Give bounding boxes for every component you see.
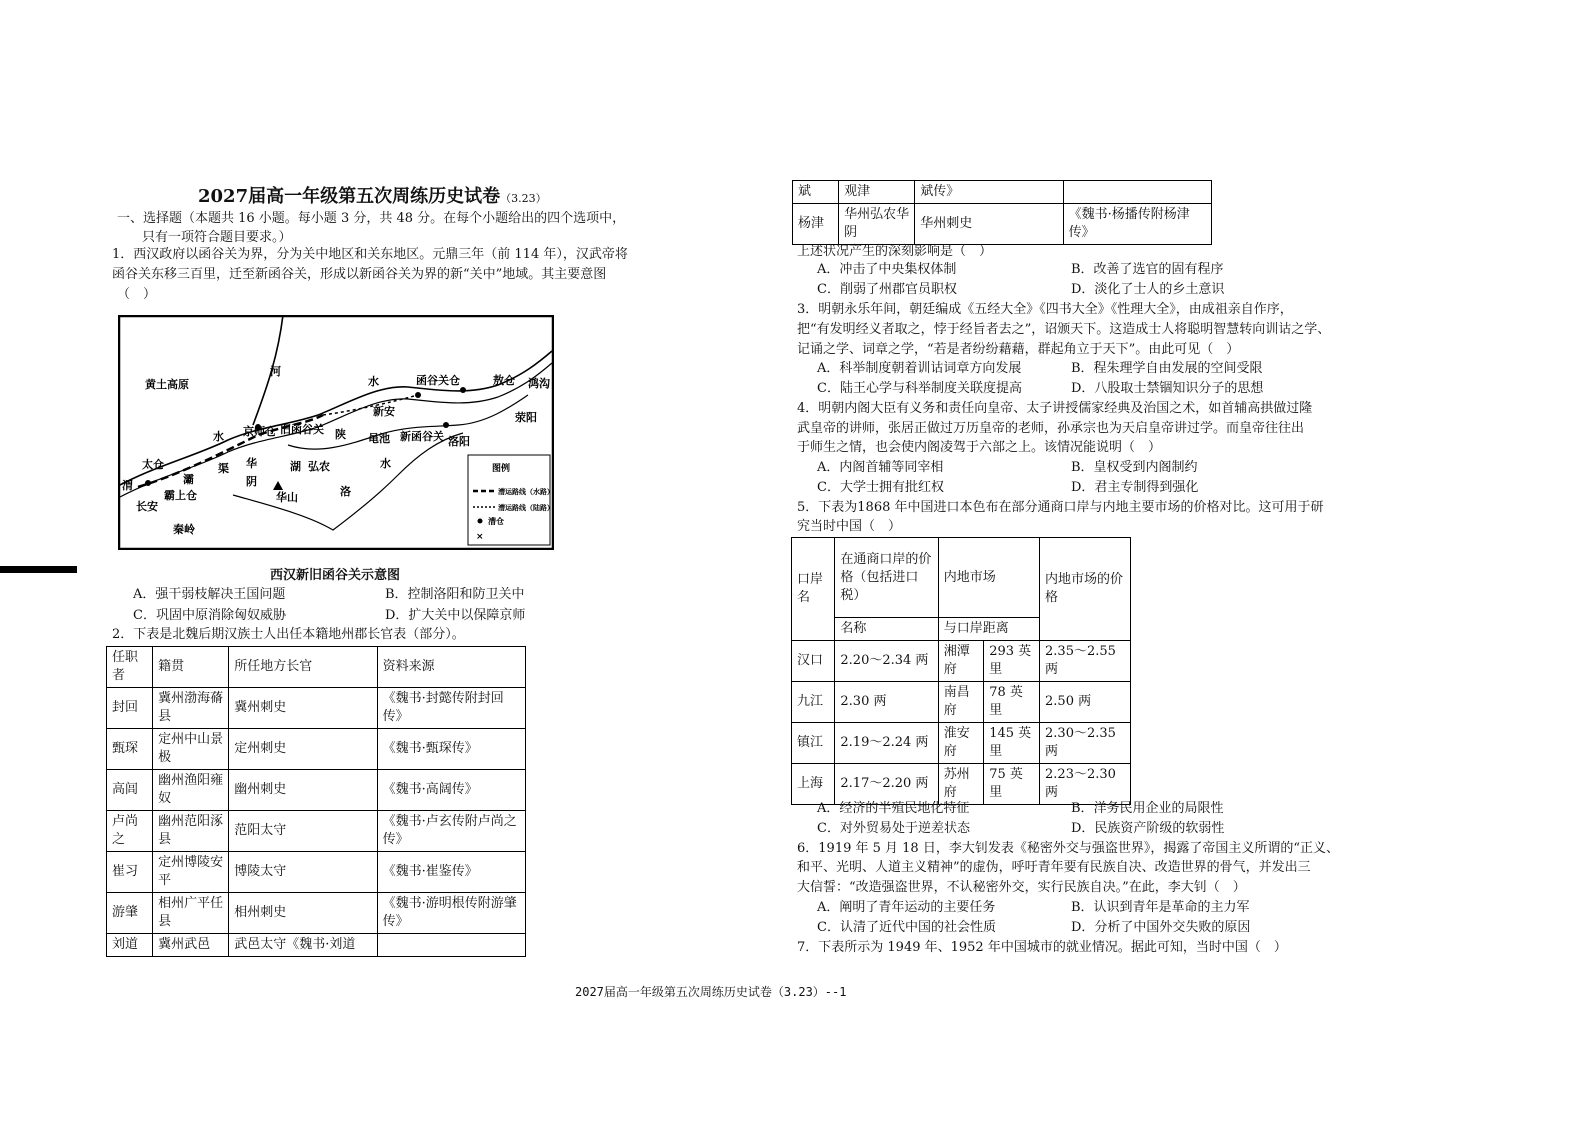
table-header-cell: 在通商口岸的价格（包括进口税） bbox=[835, 538, 938, 618]
q3-option-c[interactable]: C．陆王心学与科举制度关联度提高 bbox=[817, 381, 1022, 396]
table-row bbox=[107, 811, 526, 852]
table-row bbox=[107, 893, 526, 934]
map-legend-title: 图例 bbox=[492, 464, 511, 474]
table-cell: 汉口 bbox=[792, 641, 835, 682]
table-header-row bbox=[792, 538, 1131, 618]
table-cell: 博陵太守 bbox=[229, 852, 377, 893]
map-granary bbox=[460, 387, 466, 393]
table-header-cell: 籍贯 bbox=[153, 647, 229, 688]
table-header-cell: 任职者 bbox=[107, 647, 153, 688]
section-instruction-line1: 一、选择题（本题共 16 小题。每小题 3 分，共 48 分。在每个小题给出的四个选项中， bbox=[117, 211, 626, 226]
map-label: 黄土高原 bbox=[145, 378, 189, 391]
hangu-pass-map bbox=[118, 315, 554, 550]
table-cell: 幽州渔阳雍奴 bbox=[153, 770, 229, 811]
table-cell: 相州刺史 bbox=[229, 893, 377, 934]
table-row bbox=[792, 641, 1131, 682]
map-label: 水 bbox=[213, 430, 224, 443]
table-cell: 定州博陵安平 bbox=[153, 852, 229, 893]
table-cell: 78 英里 bbox=[984, 682, 1040, 723]
table-cell: 2.23～2.30 两 bbox=[1040, 764, 1131, 805]
q2-option-b[interactable]: B．改善了选官的固有程序 bbox=[1071, 262, 1224, 277]
map-caption: 西汉新旧函谷关示意图 bbox=[270, 568, 401, 583]
map-label: 陕 bbox=[335, 428, 346, 441]
q1-option-a[interactable]: A．强干弱枝解决王国问题 bbox=[133, 587, 286, 602]
map-legend-granary-dot bbox=[478, 519, 483, 524]
q4-option-b[interactable]: B．皇权受到内阁制约 bbox=[1071, 460, 1198, 475]
map-label: 旧函谷关 bbox=[280, 423, 324, 436]
map-label: 渭 bbox=[122, 479, 133, 492]
table-cell: 145 英里 bbox=[984, 723, 1040, 764]
q5-price-table bbox=[791, 537, 1131, 805]
table-row bbox=[793, 181, 1212, 204]
margin-binding-mark bbox=[0, 566, 77, 573]
table-cell bbox=[1063, 181, 1211, 204]
table-cell: 定州刺史 bbox=[229, 729, 377, 770]
table-row bbox=[792, 723, 1131, 764]
map-label: 霸上仓 bbox=[164, 489, 197, 502]
q5-option-a[interactable]: A．经济的半殖民地化特征 bbox=[817, 801, 970, 816]
q2-option-a[interactable]: A．冲击了中央集权体制 bbox=[817, 262, 957, 277]
table-cell: 观津 bbox=[839, 181, 915, 204]
map-label: 敖仓 bbox=[493, 374, 515, 387]
q6-line-3: 大信誓：“改造强盗世界，不认秘密外交，实行民族自决。”在此，李大钊（ ） bbox=[797, 880, 1246, 895]
q3-line-3: 记诵之学、词章之学，“若是者纷纷藉藉，群起角立于天下”。由此可见（ ） bbox=[797, 342, 1240, 357]
table-cell: 淮安府 bbox=[938, 723, 983, 764]
table-header-cell: 内地市场的价格 bbox=[1040, 538, 1131, 641]
map-label: 黾池 bbox=[368, 432, 390, 445]
table-cell: 华州刺史 bbox=[915, 204, 1063, 245]
map-label: 阴 bbox=[246, 475, 257, 488]
table-cell: 游肇 bbox=[107, 893, 153, 934]
q5-option-c[interactable]: C．对外贸易处于逆差状态 bbox=[817, 821, 970, 836]
map-granary bbox=[415, 392, 421, 398]
table-cell: 湘潭府 bbox=[938, 641, 983, 682]
q2-table-continued bbox=[792, 180, 1212, 245]
table-cell: 幽州范阳涿县 bbox=[153, 811, 229, 852]
map-label: 京师仓 bbox=[243, 425, 276, 438]
table-row bbox=[107, 688, 526, 729]
table-cell: 75 英里 bbox=[984, 764, 1040, 805]
map-legend-granary: 漕仓 bbox=[488, 517, 504, 526]
q2-option-d[interactable]: D．淡化了士人的乡土意识 bbox=[1071, 282, 1225, 297]
q6-option-d[interactable]: D．分析了中国外交失败的原因 bbox=[1071, 920, 1251, 935]
table-cell: 崔习 bbox=[107, 852, 153, 893]
table-row bbox=[793, 204, 1212, 245]
map-label: 华山 bbox=[276, 491, 298, 504]
table-cell: 上海 bbox=[792, 764, 835, 805]
table-header-cell: 与口岸距离 bbox=[938, 618, 1039, 641]
table-cell: 镇江 bbox=[792, 723, 835, 764]
table-header-row bbox=[107, 647, 526, 688]
table-cell: 293 英里 bbox=[984, 641, 1040, 682]
q7-line: 7．下表所示为 1949 年、1952 年中国城市的就业情况。据此可知，当时中国（ ） bbox=[797, 940, 1287, 955]
map-label: 荥阳 bbox=[515, 411, 537, 424]
q2-option-c[interactable]: C．削弱了州郡官员职权 bbox=[817, 282, 957, 297]
table-cell: 九江 bbox=[792, 682, 835, 723]
map-label: 新安 bbox=[373, 405, 395, 418]
table-cell: 2.20～2.34 两 bbox=[835, 641, 938, 682]
map-legend-cross: × bbox=[476, 532, 484, 542]
table-cell: 冀州刺史 bbox=[229, 688, 377, 729]
table-header-cell: 内地市场 bbox=[938, 538, 1039, 618]
map-label: 秦岭 bbox=[173, 523, 195, 536]
table-cell: 定州中山景极 bbox=[153, 729, 229, 770]
q3-line-1: 3．明朝永乐年间，朝廷编成《五经大全》《四书大全》《性理大全》，由成祖亲自作序， bbox=[797, 302, 1293, 317]
map-label: 灞 bbox=[183, 473, 194, 486]
q5-option-d[interactable]: D．民族资产阶级的软弱性 bbox=[1071, 821, 1225, 836]
q4-option-d[interactable]: D．君主专制得到强化 bbox=[1071, 480, 1199, 495]
table-cell: 《魏书·封懿传附封回传》 bbox=[377, 688, 525, 729]
q4-line-1: 4．明朝内阁大臣有义务和责任向皇帝、太子讲授儒家经典及治国之术，如首辅高拱做过隆 bbox=[797, 401, 1313, 416]
table-cell: 2.35～2.55 两 bbox=[1040, 641, 1131, 682]
table-cell: 南昌府 bbox=[938, 682, 983, 723]
table-cell: 2.30 两 bbox=[835, 682, 938, 723]
q4-line-3: 于师生之情，也会使内阁凌驾于六部之上。该情况能说明（ ） bbox=[797, 440, 1162, 455]
table-cell: 范阳太守 bbox=[229, 811, 377, 852]
q4-line-2: 武皇帝的讲师，张居正做过万历皇帝的老师，孙承宗也为天启皇帝讲过学。而皇帝往往出 bbox=[797, 421, 1305, 436]
q2-table bbox=[106, 646, 526, 957]
table-cell: 2.30～2.35 两 bbox=[1040, 723, 1131, 764]
q1-line-3: （ ） bbox=[117, 287, 157, 302]
table-cell: 杨津 bbox=[793, 204, 839, 245]
q3-option-a[interactable]: A．科举制度朝着训诂词章方向发展 bbox=[817, 361, 1022, 376]
map-label: 水 bbox=[368, 375, 379, 388]
map-granary bbox=[443, 422, 449, 428]
map-label: 函谷关仓 bbox=[416, 374, 460, 387]
q6-option-a[interactable]: A．阐明了青年运动的主要任务 bbox=[817, 900, 996, 915]
map-label: 新函谷关 bbox=[400, 430, 444, 443]
map-label: 洛 bbox=[340, 485, 351, 498]
q3-option-d[interactable]: D．八股取士禁锢知识分子的思想 bbox=[1071, 381, 1264, 396]
table-cell: 《魏书·游明根传附游肇传》 bbox=[377, 893, 525, 934]
map-label: 湖 bbox=[290, 460, 301, 473]
table-row bbox=[107, 770, 526, 811]
map-label: 河 bbox=[270, 365, 281, 378]
table-cell: 2.50 两 bbox=[1040, 682, 1131, 723]
q6-line-1: 6．1919 年 5 月 18 日，李大钊发表《秘密外交与强盗世界》，揭露了帝国主义所谓的“正义、 bbox=[797, 841, 1339, 856]
q1-option-d[interactable]: D．扩大关中以保障京师 bbox=[385, 608, 526, 623]
section-instruction-line2: 只有一项符合题目要求。） bbox=[142, 230, 292, 245]
table-cell: 《魏书·崔鉴传》 bbox=[377, 852, 525, 893]
table-cell: 2.19～2.24 两 bbox=[835, 723, 938, 764]
table-row bbox=[107, 729, 526, 770]
table-cell bbox=[377, 934, 525, 957]
table-cell: 高闾 bbox=[107, 770, 153, 811]
table-cell: 幽州刺史 bbox=[229, 770, 377, 811]
q1-option-c[interactable]: C．巩固中原消除匈奴威胁 bbox=[133, 608, 286, 623]
table-cell: 《魏书·高阔传》 bbox=[377, 770, 525, 811]
table-header-cell: 口岸名 bbox=[792, 538, 835, 641]
map-label: 太仓 bbox=[142, 458, 164, 471]
q6-option-c[interactable]: C．认清了近代中国的社会性质 bbox=[817, 920, 996, 935]
table-cell: 冀州武邑 bbox=[153, 934, 229, 957]
map-label: 华 bbox=[246, 457, 257, 470]
q6-option-b[interactable]: B．认识到青年是革命的主力军 bbox=[1071, 900, 1250, 915]
q4-option-a[interactable]: A．内阁首辅等同宰相 bbox=[817, 460, 944, 475]
q2-stem: 上述状况产生的深刻影响是（ ） bbox=[797, 244, 993, 259]
table-cell: 相州广平任县 bbox=[153, 893, 229, 934]
map-legend-land: 漕运路线（陆路） bbox=[498, 504, 554, 512]
table-cell: 武邑太守《魏书·刘道 bbox=[229, 934, 377, 957]
table-header-cell: 名称 bbox=[835, 618, 938, 641]
table-header-cell: 所任地方长官 bbox=[229, 647, 377, 688]
table-row bbox=[792, 682, 1131, 723]
map-legend-water: 漕运路线（水路） bbox=[498, 488, 554, 496]
q5-line-2: 究当时中国（ ） bbox=[797, 519, 902, 534]
q3-option-b[interactable]: B．程朱理学自由发展的空间受限 bbox=[1071, 361, 1263, 376]
table-cell: 冀州渤海蓨县 bbox=[153, 688, 229, 729]
exam-title-date: （3.23） bbox=[500, 192, 547, 205]
map-label: 洛阳 bbox=[448, 435, 470, 448]
exam-title: 2027届高一年级第五次周练历史试卷 bbox=[198, 186, 501, 207]
table-cell: 《魏书·杨播传附杨津传》 bbox=[1063, 204, 1211, 245]
q6-line-2: 和平、光明、人道主义精神”的虚伪，呼吁青年要有民族自决、改造世界的骨气，并发出三 bbox=[797, 860, 1311, 875]
table-header-cell: 资料来源 bbox=[377, 647, 525, 688]
q5-option-b[interactable]: B．洋务民用企业的局限性 bbox=[1071, 801, 1224, 816]
table-cell: 刘道 bbox=[107, 934, 153, 957]
table-cell: 苏州府 bbox=[938, 764, 983, 805]
q1-option-b[interactable]: B．控制洛阳和防卫关中 bbox=[385, 587, 525, 602]
page-footer: 2027届高一年级第五次周练历史试卷（3.23）--1 bbox=[575, 985, 847, 999]
table-row bbox=[107, 934, 526, 957]
q2-intro: 2．下表是北魏后期汉族士人出任本籍地州郡长官表（部分）。 bbox=[112, 627, 465, 642]
q4-option-c[interactable]: C．大学士拥有批红权 bbox=[817, 480, 944, 495]
table-row bbox=[107, 852, 526, 893]
table-cell: 2.17～2.20 两 bbox=[835, 764, 938, 805]
map-label: 渠 bbox=[218, 462, 229, 475]
map-granary bbox=[145, 480, 151, 486]
q1-line-2: 函谷关东移三百里，迁至新函谷关，形成以新函谷关为界的新“关中”地域。其主要意图 bbox=[112, 267, 607, 282]
table-cell: 斌 bbox=[793, 181, 839, 204]
table-cell: 甄琛 bbox=[107, 729, 153, 770]
q1-line-1: 1．西汉政府以函谷关为界，分为关中地区和关东地区。元鼎三年（前 114 年），汉武帝将 bbox=[112, 247, 628, 262]
map-label: 长安 bbox=[136, 500, 158, 513]
map-label: 鸿沟 bbox=[528, 377, 550, 390]
table-cell: 华州弘农华阴 bbox=[839, 204, 915, 245]
table-cell: 《魏书·卢玄传附卢尚之传》 bbox=[377, 811, 525, 852]
q5-line-1: 5．下表为1868 年中国进口本色布在部分通商口岸与内地主要市场的价格对比。这可用于研 bbox=[797, 500, 1324, 515]
q3-line-2: 把“有发明经义者取之，悖于经旨者去之”，诏颁天下。这造成士人将聪明智慧转向训诂之学、 bbox=[797, 322, 1331, 337]
map-label: 弘农 bbox=[308, 460, 330, 473]
table-cell: 卢尚之 bbox=[107, 811, 153, 852]
table-cell: 《魏书·甄琛传》 bbox=[377, 729, 525, 770]
exam-title-block bbox=[198, 182, 547, 208]
table-cell: 封回 bbox=[107, 688, 153, 729]
map-label: 水 bbox=[380, 457, 391, 470]
table-cell: 斌传》 bbox=[915, 181, 1063, 204]
